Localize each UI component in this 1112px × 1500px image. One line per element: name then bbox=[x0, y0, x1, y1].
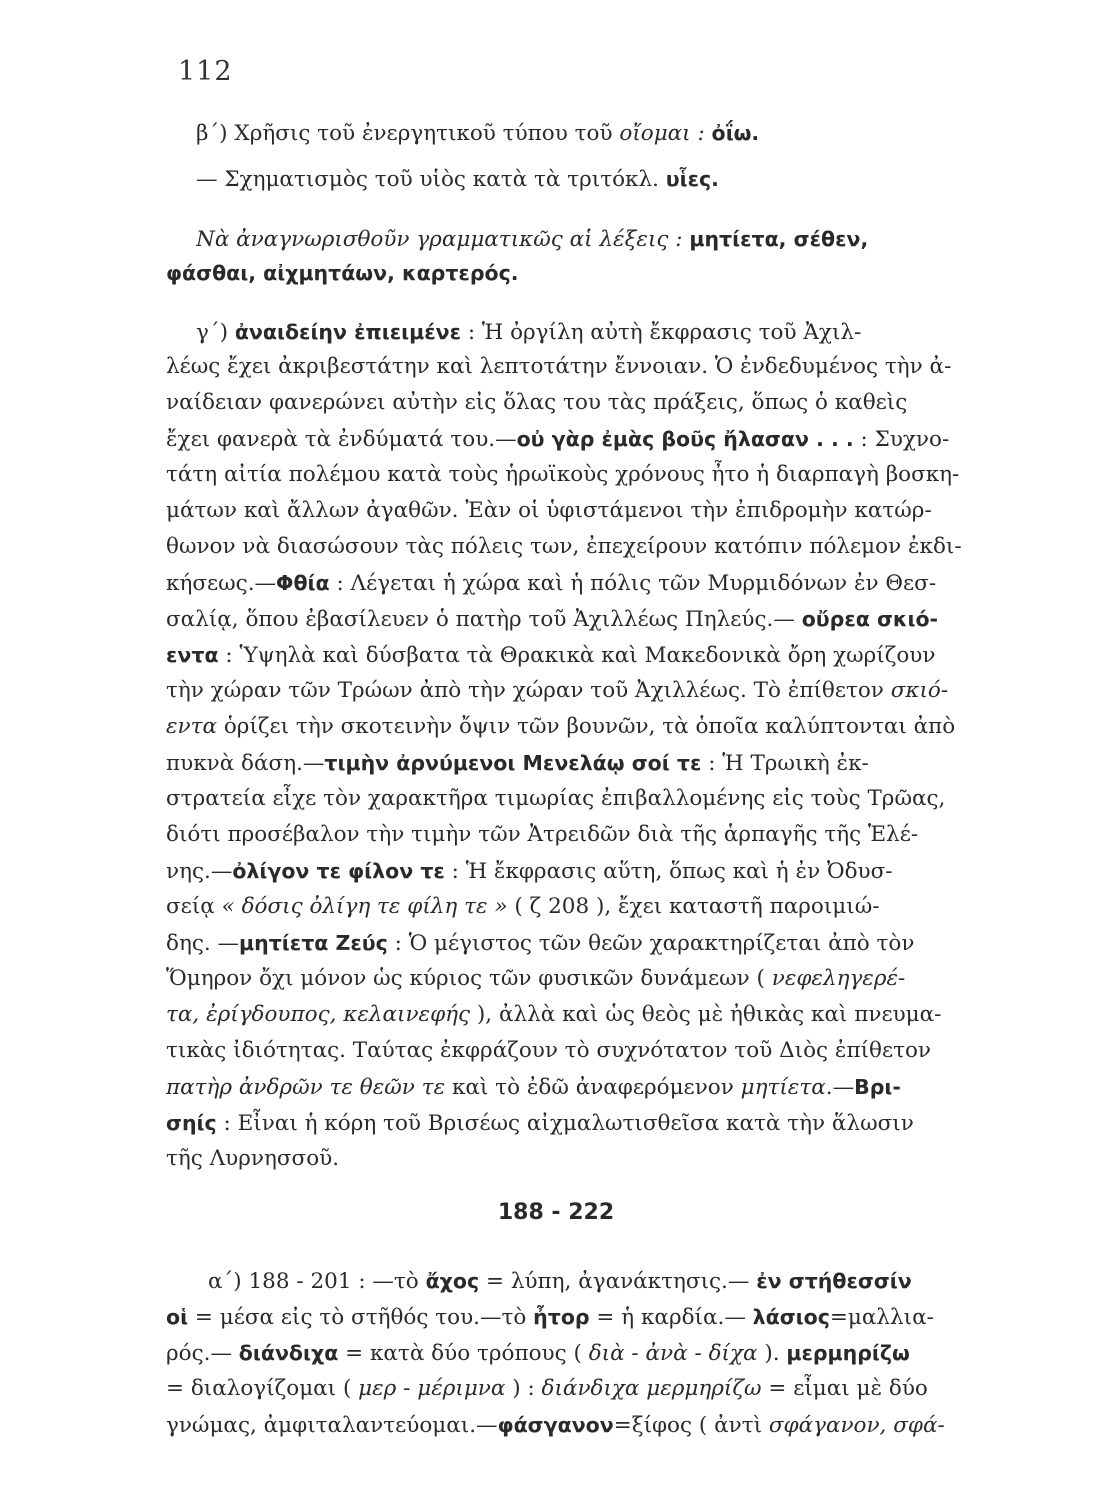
text-segment: α΄) 188 - 201 : —τὸ bbox=[208, 1269, 426, 1294]
text-line bbox=[166, 640, 1046, 671]
text-segment: = κατὰ δύο τρόπους ( bbox=[338, 1341, 589, 1366]
text-line bbox=[166, 856, 1046, 887]
text-segment: .— bbox=[825, 1075, 855, 1100]
bold-term: οἱ bbox=[166, 1305, 189, 1329]
text-line bbox=[166, 532, 1046, 562]
text-segment: : Ἡ ὀργίλη αὐτὴ ἔκφρασις τοῦ Ἀχιλ- bbox=[461, 320, 862, 345]
bold-term: οὔρεα σκιό- bbox=[801, 607, 939, 631]
text-segment: : Εἶναι ἡ κόρη τοῦ Βρισέως αἰχμαλωτισθεῖσα κατὰ τὴν ἅλωσιν bbox=[216, 1111, 914, 1136]
text-line bbox=[166, 1108, 1046, 1139]
bold-term: Φθία bbox=[276, 571, 330, 595]
text-segment: κήσεως.— bbox=[166, 571, 277, 596]
text-segment: σείᾳ bbox=[166, 894, 222, 919]
text-segment: ). bbox=[757, 1341, 787, 1366]
text-segment: ), ἀλλὰ καὶ ὡς θεὸς μὲ ἠθικὰς καὶ πνευμα- bbox=[470, 1002, 942, 1027]
text-segment: ( ζ 208 ), ἔχει καταστῆ παροιμιώ- bbox=[507, 894, 880, 919]
text-segment: =ξίφος ( ἀντὶ bbox=[613, 1413, 769, 1438]
text-line bbox=[166, 1374, 1046, 1404]
italic-text: Νὰ ἀναγνωρισθοῦν γραμματικῶς αἱ λέξεις : bbox=[196, 227, 683, 252]
text-segment: = λύπη, ἀγανάκτησις.— bbox=[479, 1269, 757, 1294]
text-segment: ἔχει φανερὰ τὰ ἐνδύματά του.— bbox=[166, 427, 517, 452]
text-segment: : Ὁ μέγιστος τῶν θεῶν χαρακτηρίζεται ἀπὸ τὸν bbox=[387, 931, 915, 956]
bold-term: ὀΐω. bbox=[711, 121, 760, 145]
text-segment: τῆς Λυρνησσοῦ. bbox=[166, 1146, 340, 1171]
text-line bbox=[166, 568, 1046, 599]
text-segment: καὶ τὸ ἐδῶ ἀναφερόμενον bbox=[445, 1075, 741, 1100]
text-segment: πυκνὰ δάση.— bbox=[166, 751, 325, 776]
text-segment: στρατεία εἶχε τὸν χαρακτῆρα τιμωρίας ἐπιβαλλομένης εἰς τοὺς Τρῶας, bbox=[166, 786, 946, 811]
text-line bbox=[196, 317, 1046, 348]
text-segment: = μέσα εἰς τὸ στῆθός του.—τὸ bbox=[188, 1305, 534, 1330]
text-line bbox=[166, 964, 1046, 994]
italic-text: μητίετα bbox=[740, 1075, 826, 1100]
text-line bbox=[208, 1266, 1046, 1297]
bold-term: ἐν στήθεσσίν bbox=[756, 1269, 912, 1293]
text-line bbox=[166, 784, 1046, 814]
text-segment: γ΄) bbox=[196, 320, 235, 345]
bold-term: μερμηρίζω bbox=[786, 1341, 910, 1365]
bold-term: ὀλίγον τε φίλον τε bbox=[232, 859, 445, 883]
text-line bbox=[166, 820, 1046, 850]
text-line bbox=[166, 748, 1046, 779]
text-line bbox=[166, 604, 1046, 635]
text-line bbox=[166, 1036, 1046, 1066]
italic-text: εντα bbox=[166, 714, 218, 739]
text-line bbox=[166, 1072, 1046, 1103]
text-segment: νης.— bbox=[166, 859, 233, 884]
text-segment: τὴν χώραν τῶν Τρώων ἀπὸ τὴν χώραν τοῦ Ἀχιλλέως. Τὸ ἐπίθετον bbox=[166, 678, 891, 703]
bold-term: Βρι- bbox=[854, 1075, 901, 1099]
text-segment: γνώμας, ἀμφιταλαντεύομαι.— bbox=[166, 1413, 498, 1438]
text-segment: β΄) Χρῆσις τοῦ ἐνεργητικοῦ τύπου τοῦ bbox=[196, 121, 620, 146]
text-segment: σαλίᾳ, ὅπου ἐβασίλευεν ὁ πατὴρ τοῦ Ἀχιλλέως Πηλεύς.— bbox=[166, 607, 802, 632]
page-number: 112 bbox=[178, 56, 233, 87]
bold-term: σηίς bbox=[166, 1111, 217, 1135]
bold-term: υἷες. bbox=[665, 167, 719, 191]
text-segment: : Συχνο- bbox=[853, 427, 950, 452]
bold-term: οὐ γὰρ ἐμὰς βοῦς ἤλασαν . . . bbox=[516, 427, 854, 451]
text-segment: =μαλλια- bbox=[829, 1305, 934, 1330]
bold-term: εντα bbox=[166, 643, 219, 667]
text-segment: : Ἡ ἔκφρασις αὕτη, ὅπως καὶ ἡ ἐν Ὀδυσ- bbox=[444, 859, 893, 884]
text-segment: = εἶμαι μὲ δύο bbox=[761, 1376, 928, 1401]
text-segment: : Ἡ Τρωικὴ ἐκ- bbox=[701, 751, 869, 776]
text-segment: — Σχηματισμὸς τοῦ υἱὸς κατὰ τὰ τριτόκλ. bbox=[196, 167, 666, 192]
text-segment: δης. — bbox=[166, 931, 240, 956]
text-line bbox=[166, 1410, 1046, 1441]
italic-text: πατὴρ ἀνδρῶν τε θεῶν τε bbox=[166, 1075, 446, 1100]
text-line bbox=[166, 1144, 1046, 1174]
section-heading: 188 - 222 bbox=[497, 1200, 615, 1225]
italic-text: νεφεληγερέ- bbox=[771, 966, 906, 991]
bold-term: μητίετα Ζεύς bbox=[239, 931, 388, 955]
italic-text: σκιό- bbox=[890, 678, 949, 703]
text-line bbox=[166, 388, 1046, 418]
text-segment: ) : bbox=[505, 1376, 542, 1401]
text-line bbox=[166, 424, 1046, 455]
text-line bbox=[166, 460, 1046, 490]
text-line bbox=[166, 1000, 1046, 1030]
text-segment: ρός.— bbox=[166, 1341, 239, 1366]
bold-term: ἀναιδείην ἐπιειμένε bbox=[234, 320, 462, 344]
text-segment: Ὅμηρον ὄχι μόνον ὡς κύριος τῶν φυσικῶν δυνάμεων ( bbox=[166, 966, 772, 991]
italic-text: σφάγανον, σφά- bbox=[768, 1413, 945, 1438]
text-segment: τικὰς ἰδιότητας. Ταύτας ἐκφράζουν τὸ συχνότατον τοῦ Διὸς ἐπίθετον bbox=[166, 1038, 932, 1063]
text-line bbox=[166, 1302, 1046, 1333]
text-line bbox=[166, 1338, 1046, 1369]
text-segment: = διαλογίζομαι ( bbox=[166, 1376, 359, 1401]
text-segment: : Λέγεται ἡ χώρα καὶ ἡ πόλις τῶν Μυρμιδόνων ἐν Θεσ- bbox=[329, 571, 937, 596]
text-line bbox=[166, 676, 1046, 706]
text-segment: θωνον νὰ διασώσουν τὰς πόλεις των, ἐπεχείρουν κατόπιν πόλεμον ἐκδι- bbox=[166, 534, 962, 559]
text-segment: μάτων καὶ ἄλλων ἀγαθῶν. Ἐὰν οἱ ὑφιστάμενοι τὴν ἐπιδρομὴν κατώρ- bbox=[166, 498, 932, 523]
bold-term: λάσιος bbox=[752, 1305, 830, 1329]
text-segment: ὁρίζει τὴν σκοτεινὴν ὄψιν τῶν βουνῶν, τὰ ὁποῖα καλύπτονται ἀπὸ bbox=[217, 714, 956, 739]
text-segment: διότι προσέβαλον τὴν τιμὴν τῶν Ἀτρειδῶν διὰ τῆς ἁρπαγῆς τῆς Ἑλέ- bbox=[166, 822, 919, 847]
text-line bbox=[166, 352, 1046, 382]
bold-term: φάσγανον bbox=[497, 1413, 614, 1437]
bold-term: διάνδιχα bbox=[238, 1341, 339, 1365]
text-line bbox=[166, 496, 1046, 526]
text-line bbox=[166, 928, 1046, 959]
text-segment: ναίδειαν φανερώνει αὐτὴν εἰς ὅλας του τὰς πράξεις, ὅπως ὁ καθεὶς bbox=[166, 390, 908, 415]
text-segment: : Ὑψηλὰ καὶ δύσβατα τὰ Θρακικὰ καὶ Μακεδονικὰ ὄρη χωρίζουν bbox=[218, 643, 936, 668]
text-segment: λέως ἔχει ἀκριβεστάτην καὶ λεπτοτάτην ἔννοιαν. Ὁ ἐνδεδυμένος τὴν ἀ- bbox=[166, 354, 952, 379]
text-line bbox=[166, 892, 1046, 922]
bold-term: φάσθαι, αἰχμητάων, καρτερός. bbox=[166, 261, 519, 285]
italic-text: μερ - μέριμνα bbox=[358, 1376, 506, 1401]
italic-text: τα, ἐρίγδουπος, κελαινεφής bbox=[166, 1002, 471, 1027]
text-line bbox=[166, 712, 1046, 742]
text-segment: = ἡ καρδία.— bbox=[589, 1305, 753, 1330]
italic-text: διάνδιχα μερμηρίζω bbox=[541, 1376, 762, 1401]
bold-term: ἄχος bbox=[425, 1269, 480, 1293]
text-line bbox=[196, 224, 1046, 255]
italic-text: « δόσις ὀλίγη τε φίλη τε » bbox=[221, 894, 508, 919]
text-line bbox=[196, 118, 1046, 149]
text-segment bbox=[705, 121, 712, 146]
text-segment: τάτη αἰτία πολέμου κατὰ τοὺς ἡρωϊκοὺς χρόνους ἦτο ἡ διαρπαγὴ βοσκη- bbox=[166, 462, 960, 487]
text-line bbox=[166, 258, 1046, 289]
italic-text: διὰ - ἀνὰ - δίχα bbox=[588, 1341, 758, 1366]
bold-term: τιμὴν ἀρνύμενοι Μενελάῳ σοί τε bbox=[324, 751, 702, 775]
bold-term: ἦτορ bbox=[533, 1305, 590, 1329]
bold-term: μητίετα, σέθεν, bbox=[689, 227, 869, 251]
text-line bbox=[196, 164, 1046, 195]
italic-text: οἴομαι : bbox=[619, 121, 705, 146]
